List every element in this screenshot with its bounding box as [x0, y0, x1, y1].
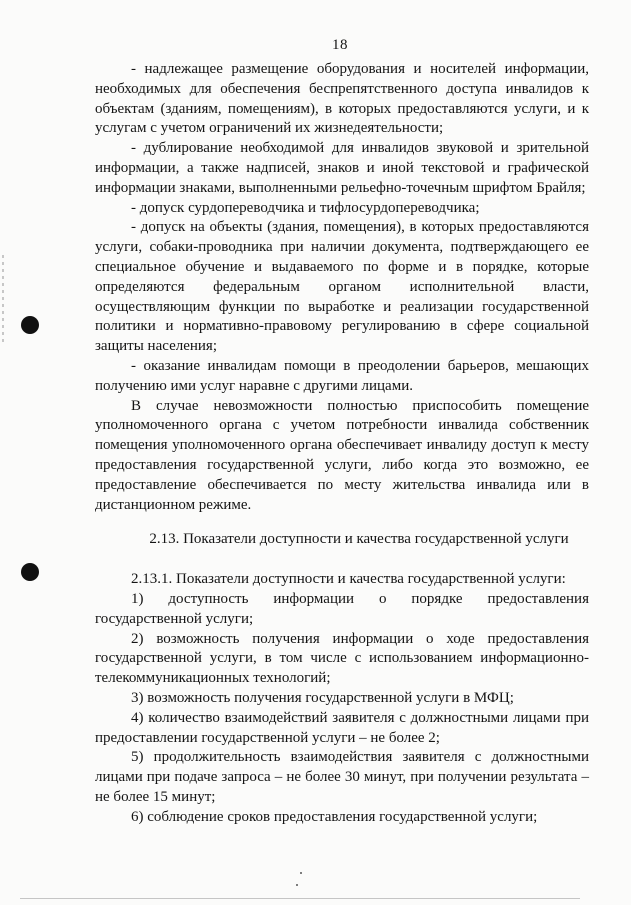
scan-edge-artifact — [2, 255, 4, 345]
list-item-2: 2) возможность получения информации о ходе предоставления государственной услуги, в том числе с использованием информационно-телекоммуникационных технологий; — [95, 630, 589, 687]
section-heading-2-13: 2.13. Показатели доступности и качества государственной услуги — [149, 531, 569, 548]
list-intro-2-13-1: 2.13.1. Показатели доступности и качества государственной услуги: — [131, 571, 566, 588]
list-item-3: 3) возможность получения государственной услуги в МФЦ; — [131, 689, 514, 706]
paragraph-remote-provision: В случае невозможности полностью приспособить помещение уполномоченного органа с учетом потребности инвалида собственник помещения уполномоченного органа обеспечивает инвалиду доступ к месту предоставления государственной услуги, либо когда это возможно, ее предоставление обеспечивается по месту жительства инвалида или в дистанционном режиме. — [95, 397, 589, 513]
paragraph-barrier-assistance: - оказание инвалидам помощи в преодолении барьеров, мешающих получению ими услуг наравне с другими лицами. — [95, 357, 589, 394]
paragraph-sign-language-interpreter: - допуск сурдопереводчика и тифлосурдопереводчика; — [131, 199, 480, 216]
list-item-6: 6) соблюдение сроков предоставления государственной услуги; — [131, 808, 538, 825]
paragraph-equipment-placement: - надлежащее размещение оборудования и носителей информации, необходимых для обеспечения беспрепятственного доступа инвалидов к объектам (зданиям, помещениям), в которых предоставляются услуги, и к услугам с учетом ограничений их жизнедеятельности; — [95, 61, 589, 137]
page-number: 18 — [332, 37, 348, 53]
document-body — [95, 60, 589, 827]
list-item-1: 1) доступность информации о порядке предоставления государственной услуги; — [95, 590, 589, 627]
scan-bottom-edge — [20, 898, 580, 899]
scan-speck — [296, 884, 298, 886]
list-item-5: 5) продолжительность взаимодействия заявителя с должностными лицами при подаче запроса – не более 30 минут, при получении результата – не более 15 минут; — [95, 749, 589, 805]
paragraph-braille-duplication: - дублирование необходимой для инвалидов звуковой и зрительной информации, а также надписей, знаков и иной текстовой и графической информации знаками, выполненными рельефно-точечным шрифтом Брайля; — [95, 140, 589, 196]
punch-hole-top — [21, 316, 39, 334]
list-item-4: 4) количество взаимодействий заявителя с должностными лицами при предоставлении государственной услуги – не более 2; — [95, 709, 589, 746]
paragraph-guide-dog-access: - допуск на объекты (здания, помещения), в которых предоставляются услуги, собаки-проводника при наличии документа, подтверждающего ее специальное обучение и выдаваемого по форме и в порядке, которые определяются федеральным органом исполнительной власти, осуществляющим функции по выработке и реализации государственной политики и нормативно-правовому регулированию в сфере социальной защиты населения; — [95, 219, 589, 355]
scan-speck — [300, 872, 302, 874]
punch-hole-bottom — [21, 563, 39, 581]
